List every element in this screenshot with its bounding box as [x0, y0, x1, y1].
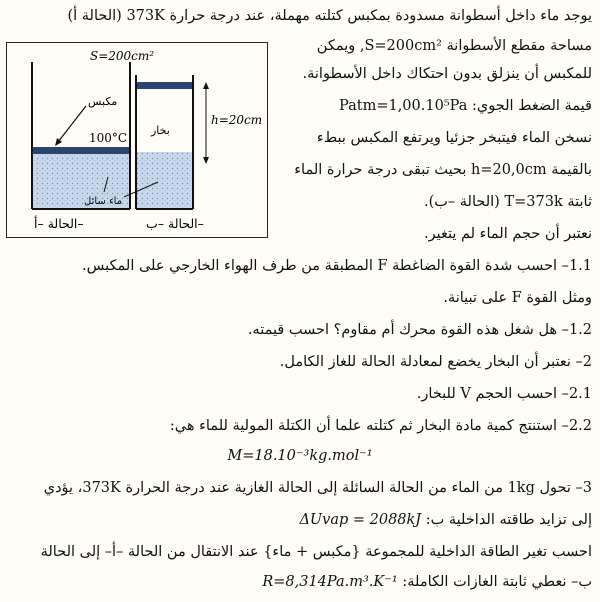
- question-2: 2– نعتبر أن البخار يخضع لمعادلة الحالة للغاز الكامل.: [279, 354, 592, 370]
- intro-line-1: يوجد ماء داخل أسطوانة مسدودة بمكبس كتلته مهملة، عند درجة حرارة 373K (الحالة أ): [67, 8, 592, 24]
- intro-line-8: نعتبر أن حجم الماء لم يتغير.: [423, 226, 592, 242]
- state-a-caption: الحالة –أ–: [34, 216, 84, 231]
- question-2-1: 2.1– احسب الحجم V للبخار.: [416, 386, 592, 402]
- question-1-2: 1.2– هل شغل هذه القوة محرك أم مقاوم؟ احسب قيمته.: [247, 322, 592, 338]
- piston-arrow-icon: [55, 138, 62, 146]
- question-1-1-b: ومثل القوة F على تبيانة.: [443, 290, 592, 306]
- question-3-d: ب– نعطي ثابتة الغازات الكاملة: R=8,314Pa.m³.K⁻¹: [262, 574, 592, 590]
- question-3-c: احسب تغير الطاقة الداخلية للمجموعة {مكبس + ماء} عند الانتقال من الحالة –أ– إلى الحالة: [40, 544, 592, 560]
- height-dimension: [203, 82, 209, 164]
- temperature-label: 100°C: [89, 131, 128, 145]
- state-b-caption: الحالة –ب–: [146, 216, 204, 231]
- intro-line-4: قيمة الضغط الجوي: Patm=1,00.10⁵Pa: [339, 98, 592, 114]
- intro-line-7: ثابتة T=373k (الحالة –ب).: [423, 194, 592, 210]
- liquid-water-b: [137, 152, 192, 208]
- molar-mass: M=18.10⁻³kg.mol⁻¹: [227, 448, 373, 464]
- intro-line-5: نسخن الماء فيتبخر جزئيا ويرتفع المكبس ببطء: [316, 130, 592, 146]
- height-label: h=20cm: [211, 113, 263, 127]
- question-3: 3– تحول 1kg من الماء من الحالة السائلة إلى الحالة الغازية عند درجة الحرارة 373K، يؤدي: [43, 480, 592, 496]
- gas-constant: R=8,314Pa.m³.K⁻¹: [262, 574, 398, 590]
- area-label: S=200cm²: [90, 49, 155, 63]
- piston-b: [137, 82, 192, 89]
- cylinder-b: [136, 75, 193, 209]
- question-2-2: 2.2– استنتج كمية مادة البخار ثم كتلته علما أن الكتلة المولية للماء هي:: [169, 418, 592, 434]
- cylinder-figure: [6, 42, 268, 238]
- intro-line-6: بالقيمة h=20,0cm بحيث تبقى درجة حرارة الماء: [294, 162, 592, 178]
- delta-u-value: ΔUvap = 2088kJ: [299, 512, 422, 528]
- intro-line-3: للمكبس أن ينزلق بدون احتكاك داخل الأسطوانة.: [302, 66, 592, 82]
- question-3-b: إلى تزايد طاقته الداخلية ب: ΔUvap = 2088kJ: [299, 512, 592, 528]
- intro-line-2: مساحة مقطع الأسطوانة S=200cm², ويمكن: [316, 38, 592, 54]
- piston-label: مكبس: [88, 95, 118, 108]
- liquid-water-label: ماء سائل: [84, 196, 123, 207]
- piston-a: [33, 147, 129, 154]
- question-1-1: 1.1– احسب شدة القوة الضاغطة F المطبقة من طرف الهواء الخارجي على المكبس.: [82, 258, 592, 274]
- vapor-label: بخار: [151, 124, 170, 137]
